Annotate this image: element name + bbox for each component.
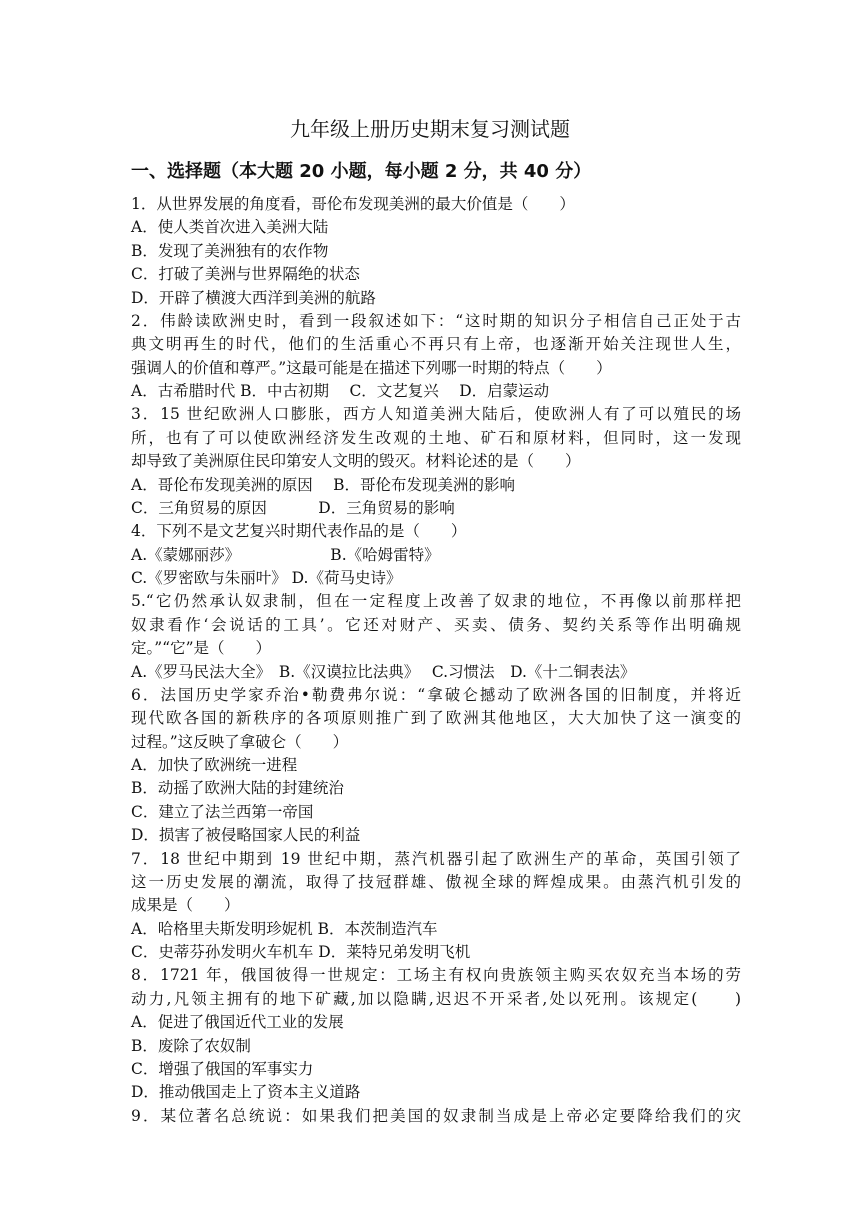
question-7-stem: 成果是（ ） [131, 896, 240, 915]
question-3-options: C．三角贸易的原因 D．三角贸易的影响 [131, 498, 455, 517]
question-1-option-c: C．打破了美洲与世界隔绝的状态 [131, 265, 360, 284]
question-8-option-c: C．增强了俄国的军事实力 [131, 1059, 314, 1078]
question-4-options: A.《蒙娜丽莎》 B.《哈姆雷特》 [131, 545, 440, 564]
document-title: 九年级上册历史期末复习测试题 [290, 117, 570, 141]
question-6-stem: 现代欧各国的新秩序的各项原则推广到了欧洲其他地区，大大加快了这一演变的 [131, 709, 741, 728]
question-8-option-b: B．废除了农奴制 [131, 1036, 251, 1055]
question-5-stem: 定。”“它”是（ ） [131, 639, 272, 658]
question-7-stem: 这一历史发展的潮流，取得了技冠群雄、傲视全球的辉煌成果。由蒸汽机引发的 [131, 872, 741, 891]
question-6-option-b: B．动摇了欧洲大陆的封建统治 [131, 779, 344, 798]
question-1-stem: 1．从世界发展的角度看，哥伦布发现美洲的最大价值是（ ） [131, 195, 575, 213]
question-7-options: C．史蒂芬孙发明火车机车 D．莱特兄弟发明飞机 [131, 943, 471, 961]
question-4-stem: 4．下列不是文艺复兴时期代表作品的是（ ） [131, 522, 467, 541]
question-3-stem: 却导致了美洲原住民印第安人文明的毁灭。材料论述的是（ ） [131, 452, 581, 471]
question-body [131, 193, 741, 1128]
question-4-options: C.《罗密欧与朱丽叶》 D.《荷马史诗》 [131, 569, 402, 587]
question-5-stem: 5.“它仍然承认奴隶制，但在一定程度上改善了奴隶的地位，不再像以前那样把 [131, 592, 741, 611]
question-6-option-d: D．损害了被侵略国家人民的利益 [131, 826, 361, 845]
question-7-options: A．哈格里夫斯发明珍妮机 B．本茨制造汽车 [131, 919, 438, 938]
question-1-option-a: A．使人类首次进入美洲大陆 [131, 218, 329, 237]
question-1-option-d: D．开辟了横渡大西洋到美洲的航路 [131, 288, 376, 307]
question-9-stem: 9．某位著名总统说：如果我们把美国的奴隶制当成是上帝必定要降给我们的灾 [131, 1106, 741, 1125]
question-5-stem: 奴隶看作‘会说话的工具’。它还对财产、买卖、债务、契约关系等作出明确规 [131, 615, 741, 634]
question-6-option-a: A．加快了欧洲统一进程 [131, 756, 298, 774]
question-3-options: A．哥伦布发现美洲的原因 B．哥伦布发现美洲的影响 [131, 475, 516, 494]
question-7-stem: 7．18 世纪中期到 19 世纪中期，蒸汽机器引起了欧洲生产的革命，英国引领了 [131, 849, 741, 868]
question-8-stem: 动力,凡领主拥有的地下矿藏,加以隐瞒,迟迟不开采者,处以死刑。该规定( ) [131, 989, 741, 1008]
question-2-stem: 强调人的价值和尊严。”这最可能是在描述下列哪一时期的特点（ ） [131, 358, 612, 377]
question-1-option-b: B．发现了美洲独有的农作物 [131, 241, 329, 260]
question-6-stem: 过程。”这反映了拿破仑（ ） [131, 732, 349, 751]
question-5-options: A.《罗马民法大全》 B.《汉谟拉比法典》 C.习惯法 D.《十二铜表法》 [131, 662, 636, 681]
question-6-stem: 6．法国历史学家乔治•勒费弗尔说：“拿破仑撼动了欧洲各国的旧制度，并将近 [131, 685, 741, 704]
section-heading: 一、选择题（本大题 20 小题，每小题 2 分，共 40 分） [131, 161, 592, 182]
question-3-stem: 所，也有了可以使欧洲经济发生改观的土地、矿石和原材料，但同时，这一发现 [131, 428, 741, 447]
question-6-option-c: C．建立了法兰西第一帝国 [131, 802, 314, 821]
question-8-option-d: D．推动俄国走上了资本主义道路 [131, 1083, 361, 1102]
question-8-stem: 8．1721 年，俄国彼得一世规定：工场主有权向贵族领主购买农奴充当本场的劳 [131, 966, 741, 985]
question-8-option-a: A．促进了俄国近代工业的发展 [131, 1013, 344, 1032]
question-2-stem: 典文明再生的时代，他们的生活重心不再只有上帝，也逐渐开始关注现世人生， [131, 335, 741, 354]
question-2-options: A．古希腊时代 B．中古初期 C．文艺复兴 D．启蒙运动 [131, 382, 550, 400]
question-2-stem: 2．伟龄读欧洲史时，看到一段叙述如下：“这时期的知识分子相信自己正处于古 [131, 311, 741, 330]
question-3-stem: 3．15 世纪欧洲人口膨胀，西方人知道美洲大陆后，使欧洲人有了可以殖民的场 [131, 405, 741, 424]
